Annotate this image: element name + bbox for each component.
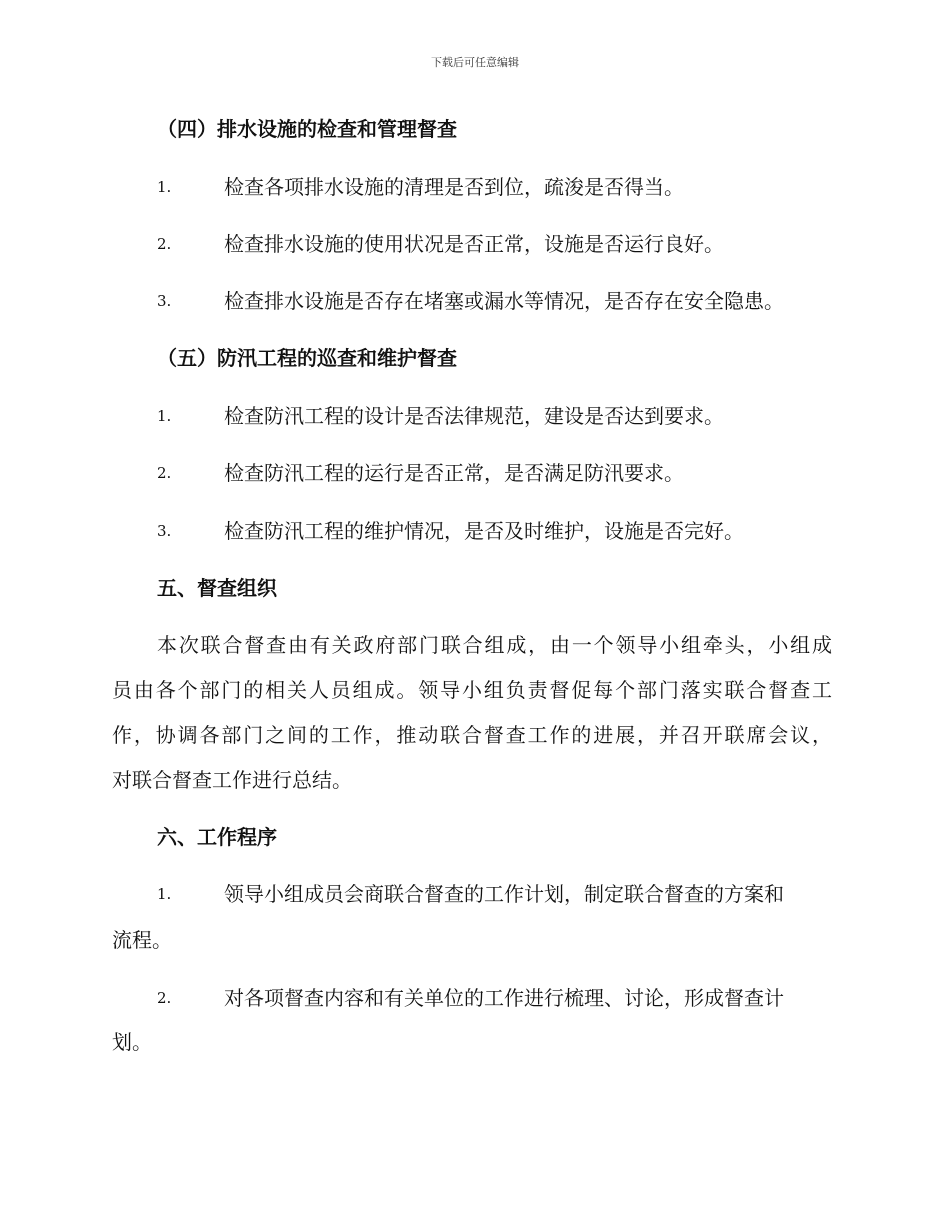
list-item-text: 对各项督查内容和有关单位的工作进行梳理、讨论，形成督查计 — [224, 986, 784, 1010]
page-header: 下载后可任意编辑 — [431, 56, 519, 69]
list-item-text: 检查各项排水设施的清理是否到位，疏浚是否得当。 — [224, 175, 684, 199]
list-item-number: 2. — [157, 235, 172, 253]
list-item-number: 2. — [157, 464, 172, 482]
list-item-number: 1. — [157, 885, 172, 903]
list-item-text: 检查排水设施的使用状况是否正常，设施是否运行良好。 — [224, 232, 724, 256]
list-item — [0, 286, 950, 316]
organization-paragraph — [112, 623, 832, 803]
list-item-number: 3. — [157, 292, 172, 310]
paragraph-line: 对联合督查工作进行总结。 — [112, 768, 352, 792]
section-heading-flood-control: （五）防汛工程的巡查和维护督查 — [157, 346, 457, 370]
list-item-text: 检查排水设施是否存在堵塞或漏水等情况，是否存在安全隐患。 — [224, 289, 784, 313]
list-item-number: 2. — [157, 989, 172, 1007]
list-item — [0, 401, 950, 431]
list-item-text: 检查防汛工程的维护情况，是否及时维护，设施是否完好。 — [224, 519, 744, 543]
section-heading-procedure: 六、工作程序 — [157, 825, 277, 849]
list-item — [0, 172, 950, 202]
paragraph-line: 员由各个部门的相关人员组成。领导小组负责督促每个部门落实联合督查工 — [112, 678, 832, 702]
list-item-number: 3. — [157, 522, 172, 540]
list-item — [0, 879, 950, 909]
list-item-number: 1. — [157, 407, 172, 425]
list-item — [0, 516, 950, 546]
section-heading-organization: 五、督查组织 — [157, 576, 277, 600]
list-item-number: 1. — [157, 178, 172, 196]
list-item-text: 检查防汛工程的运行是否正常，是否满足防汛要求。 — [224, 461, 684, 485]
section-heading-drainage: （四）排水设施的检查和管理督查 — [157, 117, 457, 141]
paragraph-line: 本次联合督查由有关政府部门联合组成，由一个领导小组牵头，小组成 — [157, 633, 832, 657]
list-item — [0, 458, 950, 488]
list-item-continuation: 划。 — [112, 1030, 152, 1054]
list-item — [0, 229, 950, 259]
list-item-text: 领导小组成员会商联合督查的工作计划，制定联合督查的方案和 — [224, 882, 784, 906]
list-item — [0, 983, 950, 1013]
list-item-continuation: 流程。 — [112, 928, 172, 952]
list-item-text: 检查防汛工程的设计是否法律规范，建设是否达到要求。 — [224, 404, 724, 428]
paragraph-line: 作，协调各部门之间的工作，推动联合督查工作的进展，并召开联席会议， — [112, 723, 832, 747]
